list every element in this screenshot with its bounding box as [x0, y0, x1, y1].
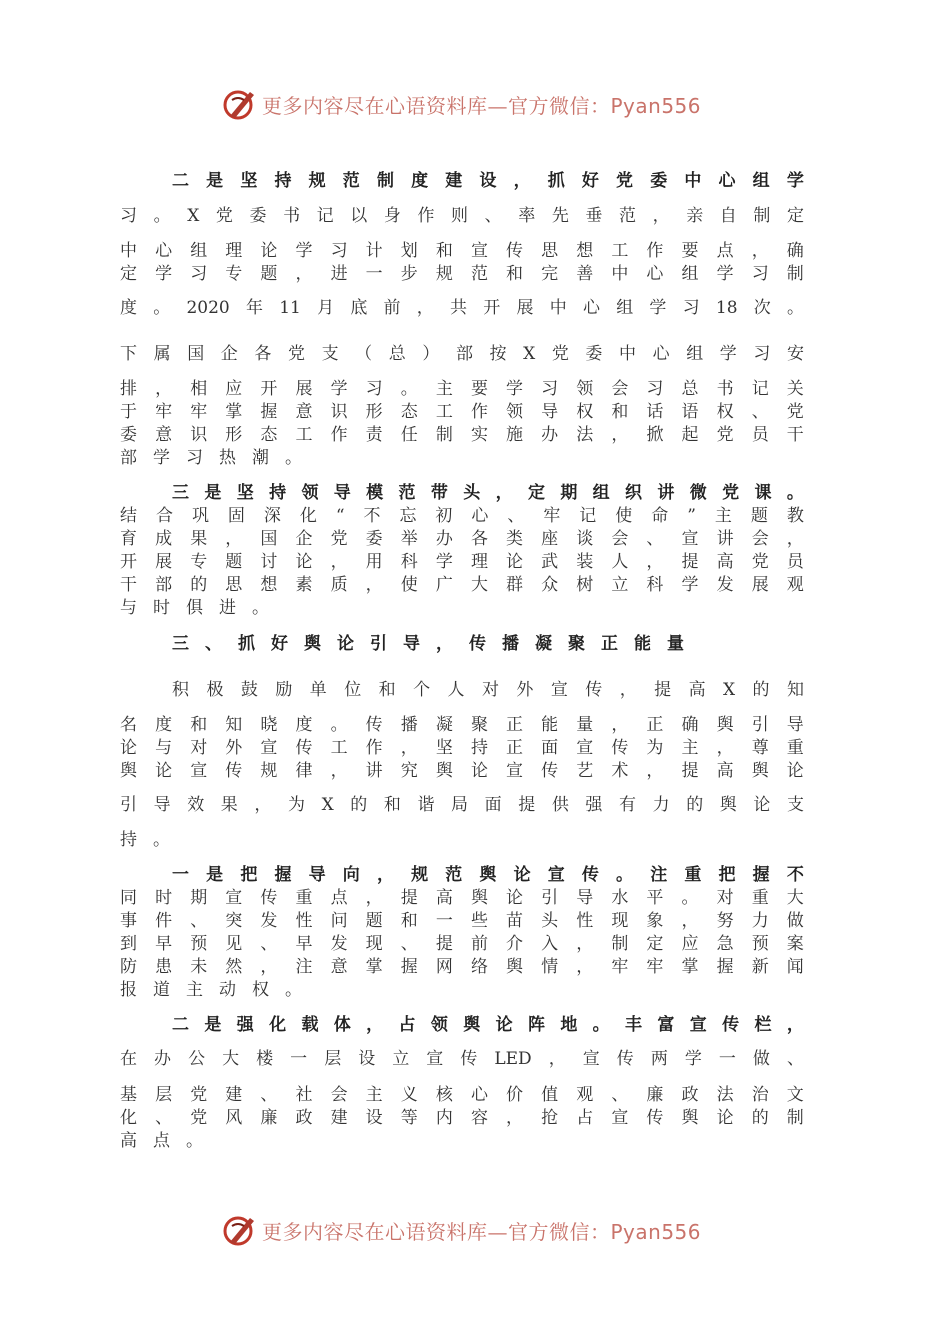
text-line: 度 。 2020 年 11 月 底 前 ， 共 开 展 中 心 组 学 习 18 次 。 — [120, 298, 804, 318]
text-line: 下 属 国 企 各 党 支 （ 总 ） 部 按 X 党 委 中 心 组 学 习 安 — [120, 344, 804, 364]
pen-logo-icon — [222, 86, 258, 122]
text-line: 排 ， 相 应 开 展 学 习 。 主 要 学 习 领 会 习 总 书 记 关 — [120, 379, 804, 399]
text-line: 引 导 效 果 ， 为 X 的 和 谐 局 面 提 供 强 有 力 的 舆 论 支 — [120, 795, 804, 815]
pen-logo-icon — [222, 1212, 258, 1248]
text-line: 积 极 鼓 励 单 位 和 个 人 对 外 宣 传 ， 提 高 X 的 知 — [172, 680, 804, 700]
header-banner — [0, 84, 950, 124]
text-line: 在 办 公 大 楼 一 层 设 立 宣 传 LED ， 宣 传 两 学 一 做 、 — [120, 1049, 804, 1069]
text-line: 习 。 X 党 委 书 记 以 身 作 则 、 率 先 垂 范 ， 亲 自 制 定 — [120, 206, 804, 226]
text-line: 论 与 对 外 宣 传 工 作 ， 坚 持 正 面 宣 传 为 主 ， 尊 重 — [120, 738, 804, 758]
text-line: 部 学 习 热 潮 。 — [120, 448, 302, 468]
text-line: 防 患 未 然 ， 注 意 掌 握 网 络 舆 情 ， 牢 牢 掌 握 新 闻 — [120, 957, 804, 977]
text-line: 干 部 的 思 想 素 质 ， 使 广 大 群 众 树 立 科 学 发 展 观 — [120, 575, 804, 595]
text-line: 同 时 期 宣 传 重 点 ， 提 高 舆 论 引 导 水 平 。 对 重 大 — [120, 888, 804, 908]
text-line: 高 点 。 — [120, 1131, 203, 1151]
text-line: 二 是 坚 持 规 范 制 度 建 设 ， 抓 好 党 委 中 心 组 学 — [172, 171, 804, 191]
text-line: 三 、 抓 好 舆 论 引 导 ， 传 播 凝 聚 正 能 量 — [172, 634, 684, 654]
banner-text: 更多内容尽在心语资料库—官方微信：Pyan556 — [262, 94, 702, 118]
text-line: 开 展 专 题 讨 论 ， 用 科 学 理 论 武 装 人 ， 提 高 党 员 — [120, 552, 804, 572]
text-line: 化 、 党 风 廉 政 建 设 等 内 容 ， 抢 占 宣 传 舆 论 的 制 — [120, 1108, 804, 1128]
text-line: 委 意 识 形 态 工 作 责 任 制 实 施 办 法 ， 掀 起 党 员 干 — [120, 425, 804, 445]
text-line: 二 是 强 化 载 体 ， 占 领 舆 论 阵 地 。 丰 富 宣 传 栏 ， — [172, 1015, 804, 1035]
text-line: 基 层 党 建 、 社 会 主 义 核 心 价 值 观 、 廉 政 法 治 文 — [120, 1085, 804, 1105]
banner-text: 更多内容尽在心语资料库—官方微信：Pyan556 — [262, 1220, 702, 1244]
text-line: 事 件 、 突 发 性 问 题 和 一 些 苗 头 性 现 象 ， 努 力 做 — [120, 911, 804, 931]
text-line: 到 早 预 见 、 早 发 现 、 提 前 介 入 ， 制 定 应 急 预 案 — [120, 934, 804, 954]
text-line: 舆 论 宣 传 规 律 ， 讲 究 舆 论 宣 传 艺 术 ， 提 高 舆 论 — [120, 761, 804, 781]
text-line: 育 成 果 ， 国 企 党 委 举 办 各 类 座 谈 会 、 宣 讲 会 ， — [120, 529, 804, 549]
text-line: 定 学 习 专 题 ， 进 一 步 规 范 和 完 善 中 心 组 学 习 制 — [120, 264, 804, 284]
text-line: 结 合 巩 固 深 化 “ 不 忘 初 心 、 牢 记 使 命 ” 主 题 教 — [120, 506, 804, 526]
text-line: 一 是 把 握 导 向 ， 规 范 舆 论 宣 传 。 注 重 把 握 不 — [172, 865, 804, 885]
text-line: 报 道 主 动 权 。 — [120, 980, 302, 1000]
text-line: 名 度 和 知 晓 度 。 传 播 凝 聚 正 能 量 ， 正 确 舆 引 导 — [120, 715, 804, 735]
text-line: 三 是 坚 持 领 导 模 范 带 头 ， 定 期 组 织 讲 微 党 课 。 — [172, 483, 804, 503]
text-line: 与 时 俱 进 。 — [120, 598, 269, 618]
text-line: 持 。 — [120, 830, 170, 850]
text-line: 中 心 组 理 论 学 习 计 划 和 宣 传 思 想 工 作 要 点 ， 确 — [120, 241, 804, 261]
footer-banner — [0, 1210, 950, 1250]
text-line: 于 牢 牢 掌 握 意 识 形 态 工 作 领 导 权 和 话 语 权 、 党 — [120, 402, 804, 422]
